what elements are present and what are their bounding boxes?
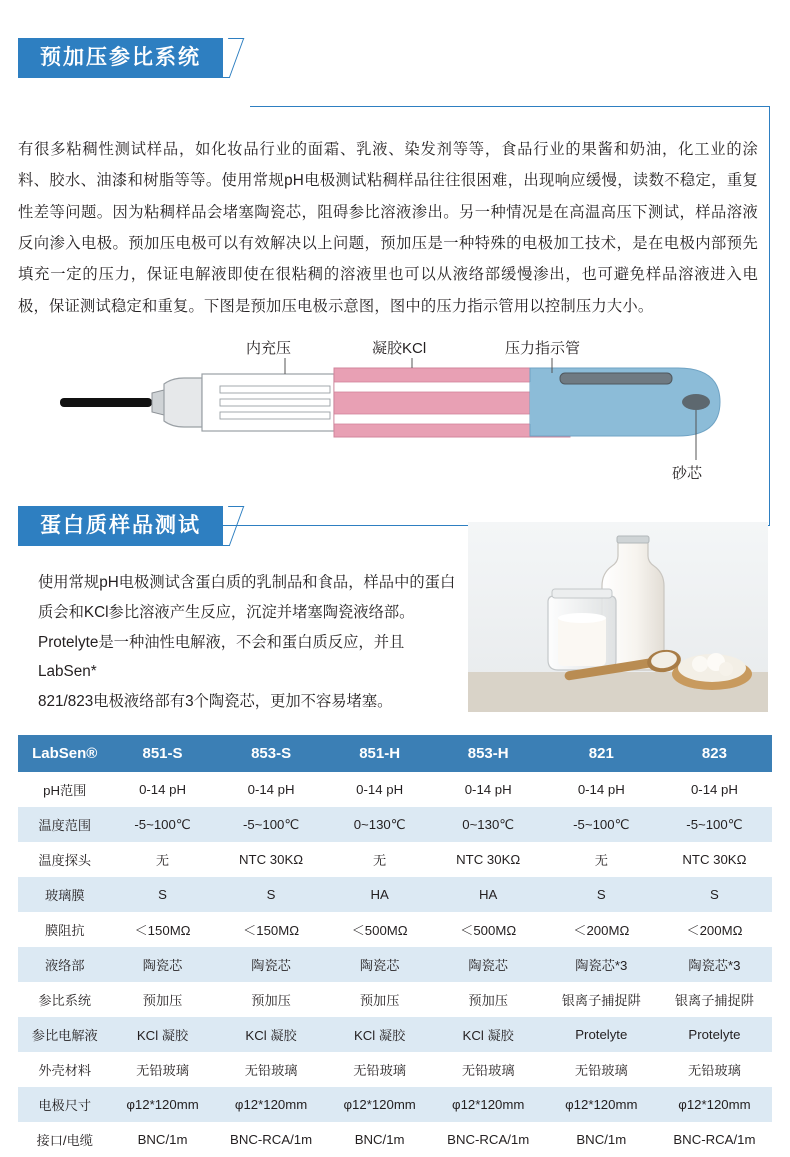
cell: 陶瓷芯*3: [657, 947, 772, 982]
section1-title-banner: [18, 38, 223, 78]
cell: φ12*120mm: [431, 1087, 546, 1122]
cell: φ12*120mm: [657, 1087, 772, 1122]
cell: ＜150MΩ: [214, 912, 329, 947]
cell: φ12*120mm: [112, 1087, 214, 1122]
cell: φ12*120mm: [546, 1087, 657, 1122]
table-header-row: [18, 735, 772, 772]
cell: KCl 凝胶: [214, 1017, 329, 1052]
table-row: [18, 1017, 772, 1052]
cell: ＜200MΩ: [657, 912, 772, 947]
cell: -5~100℃: [546, 807, 657, 842]
cell: ＜500MΩ: [329, 912, 431, 947]
cell: NTC 30KΩ: [214, 842, 329, 877]
cell: 银离子捕捉阱: [546, 982, 657, 1017]
row-label: 参比电解液: [18, 1017, 112, 1052]
cell: 0-14 pH: [657, 772, 772, 807]
cell: KCl 凝胶: [112, 1017, 214, 1052]
cell: BNC/1m: [112, 1122, 214, 1157]
cell: 陶瓷芯: [329, 947, 431, 982]
cell: 0-14 pH: [214, 772, 329, 807]
cell: φ12*120mm: [214, 1087, 329, 1122]
section2-title: 蛋白质样品测试: [18, 506, 223, 546]
cell: 无铅玻璃: [657, 1052, 772, 1087]
cell: KCl 凝胶: [329, 1017, 431, 1052]
cell: 陶瓷芯*3: [546, 947, 657, 982]
cell: 0-14 pH: [546, 772, 657, 807]
cell: 银离子捕捉阱: [657, 982, 772, 1017]
column-header-851-h: 851-H: [329, 735, 431, 772]
section1-title: 预加压参比系统: [18, 38, 223, 78]
row-label: 外壳材料: [18, 1052, 112, 1087]
label-gel-kcl: 凝胶KCl: [372, 340, 427, 357]
row-label: 膜阻抗: [18, 912, 112, 947]
cell: NTC 30KΩ: [657, 842, 772, 877]
cell: BNC-RCA/1m: [657, 1122, 772, 1157]
table-row: [18, 842, 772, 877]
cell: 陶瓷芯: [214, 947, 329, 982]
cell: KCl 凝胶: [431, 1017, 546, 1052]
section2-title-banner: [18, 506, 223, 546]
cell: 0-14 pH: [112, 772, 214, 807]
cell: S: [112, 877, 214, 912]
cell: S: [546, 877, 657, 912]
section1-paragraph: 有很多粘稠性测试样品，如化妆品行业的面霜、乳液、染发剂等等，食品行业的果酱和奶油，化工业的涂料、胶水、油漆和树脂等等。使用常规pH电极测试粘稠样品往往很困难，出现响应缓慢，读数不稳定，重复性差等问题。因为粘稠样品会堵塞陶瓷芯，阻碍参比溶液渗出。另一种情况是在高温高压下测试，样品溶液反向渗入电极。预加压电极可以有效解决以上问题，预加压是一种特殊的电极加工技术，是在电极内部预先填充一定的压力，保证电解液即使在很粘稠的溶液里也可以从液络部缓慢渗出，也可避免样品溶液进入电极，保证测试稳定和重复。下图是预加压电极示意图，图中的压力指示管用以控制压力大小。: [18, 141, 758, 315]
cell: BNC-RCA/1m: [431, 1122, 546, 1157]
row-label: 液络部: [18, 947, 112, 982]
cell: ＜200MΩ: [546, 912, 657, 947]
cell: HA: [329, 877, 431, 912]
cell: 无: [329, 842, 431, 877]
row-label: 接口/电缆: [18, 1122, 112, 1157]
cell: 0-14 pH: [431, 772, 546, 807]
section2-paragraph-line-3: Protelyte是一种油性电解液，不会和蛋白质反应，并且LabSen*: [38, 633, 405, 681]
table-row: [18, 772, 772, 807]
label-inner-pressure: 内充压: [246, 340, 292, 357]
table-row: [18, 1122, 772, 1157]
table-row: [18, 807, 772, 842]
section2-paragraph-line-2: 质会和KCl参比溶液产生反应，沉淀并堵塞陶瓷液络部。: [38, 603, 415, 621]
column-header-853-h: 853-H: [431, 735, 546, 772]
table-row: [18, 1087, 772, 1122]
cell: 无: [112, 842, 214, 877]
cell: 0~130℃: [431, 807, 546, 842]
cell: 0-14 pH: [329, 772, 431, 807]
table-row: [18, 912, 772, 947]
cell: 预加压: [329, 982, 431, 1017]
specification-table: [18, 735, 772, 1157]
cell: 无铅玻璃: [431, 1052, 546, 1087]
table-row: [18, 1052, 772, 1087]
cell: 无铅玻璃: [329, 1052, 431, 1087]
row-label: pH范围: [18, 772, 112, 807]
table-body: [18, 772, 772, 1157]
row-label: 温度范围: [18, 807, 112, 842]
cell: 0~130℃: [329, 807, 431, 842]
label-sand-core: 砂芯: [672, 465, 703, 482]
row-label: 参比系统: [18, 982, 112, 1017]
cell: 预加压: [431, 982, 546, 1017]
cell: -5~100℃: [112, 807, 214, 842]
column-header-851-s: 851-S: [112, 735, 214, 772]
cell: Protelyte: [546, 1017, 657, 1052]
electrode-diagram-svg: [60, 338, 760, 523]
cell: 无铅玻璃: [112, 1052, 214, 1087]
section2-paragraph-line-4: 821/823电极液络部有3个陶瓷芯，更加不容易堵塞。: [38, 693, 393, 711]
section-protein-sample-test: [0, 506, 790, 711]
table-row: [18, 947, 772, 982]
cell: 无铅玻璃: [546, 1052, 657, 1087]
section-pressurized-reference: [0, 38, 790, 482]
row-label: 温度探头: [18, 842, 112, 877]
table-row: [18, 982, 772, 1017]
column-header-823: 823: [657, 735, 772, 772]
dairy-photo-svg: [468, 522, 768, 712]
cell: -5~100℃: [214, 807, 329, 842]
cell: ＜150MΩ: [112, 912, 214, 947]
cell: S: [657, 877, 772, 912]
column-header-821: 821: [546, 735, 657, 772]
cell: ＜500MΩ: [431, 912, 546, 947]
cell: BNC/1m: [546, 1122, 657, 1157]
cell: S: [214, 877, 329, 912]
cell: HA: [431, 877, 546, 912]
cell: NTC 30KΩ: [431, 842, 546, 877]
cell: φ12*120mm: [329, 1087, 431, 1122]
table-row: [18, 877, 772, 912]
cell: 无: [546, 842, 657, 877]
cell: 陶瓷芯: [112, 947, 214, 982]
cell: Protelyte: [657, 1017, 772, 1052]
section2-paragraph-line-1: 使用常规pH电极测试含蛋白质的乳制品和食品，样品中的蛋白: [38, 574, 456, 591]
row-label: 玻璃膜: [18, 877, 112, 912]
cell: 预加压: [214, 982, 329, 1017]
cell: BNC-RCA/1m: [214, 1122, 329, 1157]
electrode-diagram: [60, 338, 760, 523]
column-header-labsen: LabSen®: [18, 735, 112, 772]
section2-paragraph: [38, 568, 458, 717]
cell: 无铅玻璃: [214, 1052, 329, 1087]
label-pressure-tube: 压力指示管: [505, 340, 581, 357]
cell: -5~100℃: [657, 807, 772, 842]
row-label: 电极尺寸: [18, 1087, 112, 1122]
dairy-products-photo: [468, 522, 768, 712]
column-header-853-s: 853-S: [214, 735, 329, 772]
cell: BNC/1m: [329, 1122, 431, 1157]
cell: 预加压: [112, 982, 214, 1017]
cell: 陶瓷芯: [431, 947, 546, 982]
